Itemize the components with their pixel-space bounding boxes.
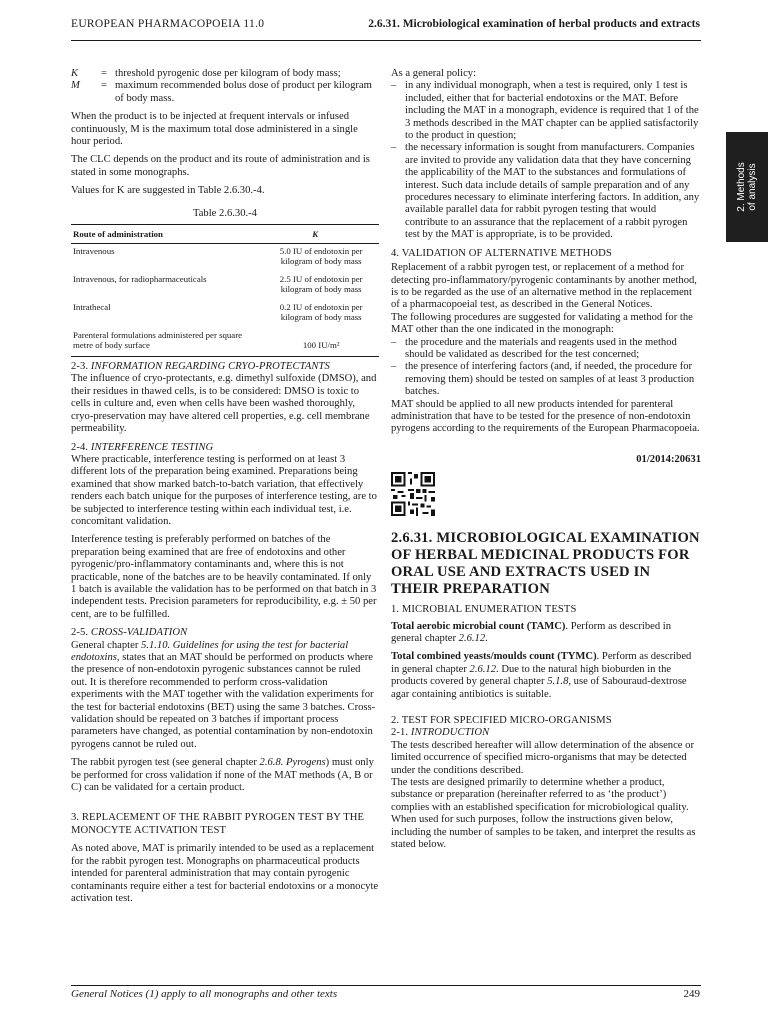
paragraph: Values for K are suggested in Table 2.6.30.-4. — [71, 185, 265, 197]
table-cell-k: 2.5 IU of endotoxin per kilogram of body mass — [279, 274, 363, 295]
section-heading-2-1: 2-1. INTRODUCTION — [391, 727, 490, 739]
left-column — [71, 68, 379, 911]
monograph-reference: 01/2014:20631 — [636, 453, 701, 465]
paragraph: The following procedures are suggested for validating a method for the MAT other than the one indicated in the monograph: — [391, 311, 693, 336]
running-header-right — [368, 18, 700, 30]
section-heading-2-3: 2-3. INFORMATION REGARDING CRYO-PROTECTANTS — [71, 361, 330, 373]
table-cell-k: 100 IU/m² — [251, 328, 379, 357]
table-cell-route: Parenteral formulations administered per square metre of body surface — [71, 328, 251, 357]
paragraph: Total aerobic microbial count (TAMC). Perform as described in general chapter 2.6.12. — [391, 620, 672, 644]
table-header-route: Route of administration — [71, 225, 251, 244]
list-item: – in any individual monograph, when a test is required, only 1 test is included, either that for bacterial endotoxins or the MAT. Before including the MAT in a monograph, evidence is required that 1 of the 3 methods described in the MAT chapter can be applied satisfactorily to the product in question; — [391, 80, 699, 142]
section-heading-2-5: 2-5. CROSS-VALIDATION — [71, 627, 188, 639]
table-row — [71, 328, 379, 357]
section-thumb-tab — [726, 132, 768, 242]
page-number: 249 — [683, 988, 700, 1000]
paragraph: As a general policy: — [391, 68, 477, 79]
paragraph: The tests are designed primarily to determine whether a product, substance or preparation (hereinafter referred to as ‘the product’) complies with an established specification for microbiological quality. When used for such purposes, follow the instructions given below, including the number of samples to be taken, and interpret the results as stated below. — [391, 777, 696, 851]
footer-rule — [71, 985, 701, 986]
table-cell-route: Intravenous — [73, 246, 115, 257]
table-row — [71, 244, 379, 273]
paragraph: When the product is to be injected at frequent intervals or infused continuously, M is the maximum total dose administered in a single hour period. — [71, 111, 358, 148]
paragraph: The influence of cryo-protectants, e.g. dimethyl sulfoxide (DMSO), and their residues in thawed cells, is to be considered: DMSO is toxic to cells in culture and, even when cells have been washed thoroughly, cryo-preservation may have altered cell properties, e.g. cell membrane permeability. — [71, 373, 377, 435]
list-item: – the presence of interfering factors (and, if needed, the procedure for removing them) should be tested on samples of at least 3 production batches. — [391, 361, 695, 398]
equals-sign: = — [101, 68, 107, 79]
section-heading-4: 4. VALIDATION OF ALTERNATIVE METHODS — [391, 247, 612, 259]
paragraph: MAT should be applied to all new products intended for parenteral administration that have to be tested for the presence of non-endotoxin pyrogens according to the requirements of the European Pharmacopoeia. — [391, 398, 700, 435]
paragraph: Total combined yeasts/moulds count (TYMC). Perform as described in general chapter 2.6.12. Due to the natural high bioburden in the products covered by general chapter 5.1.8, use of Sabouraud-dextrose agar containing antibiotics is suitable. — [391, 651, 692, 700]
table-header-k: K — [251, 225, 379, 244]
equals-sign: = — [101, 80, 107, 92]
list-item: – the necessary information is sought from manufacturers. Companies are invited to provide any validation data that they have concerning the applicability of the MAT to the substances and formulations of interest. Such data include details of sample preparation and of any procedures necessary to eliminate interfering factors. In addition, any available parallel data for rabbit pyrogen testing that would contribute to an assurance that the replacement of a rabbit pyrogen test by the MAT is appropriate, is to be provided. — [391, 142, 700, 241]
definition-k — [71, 68, 379, 80]
table-cell-k: 0.2 IU of endotoxin per kilogram of body mass — [279, 302, 363, 323]
header-rule — [71, 40, 701, 41]
paragraph: General chapter 5.1.10. Guidelines for using the test for bacterial endotoxins, states that an MAT should be performed on products where the presence of non-endotoxin pyrogenic substances cannot be ruled out. It is therefore recommended to perform cross-validation experiments with the MAT together with the validation experiments for the test for bacterial endotoxins (BET) using the same 3 batches. Cross-validation should be repeated on 3 batches if important process parameters have changed, as potential contamination by non-endotoxin pyrogens cannot be ruled out. — [71, 639, 376, 750]
symbol-k: K — [71, 68, 79, 79]
section-thumb-label: 2. Methods of analysis — [736, 162, 758, 212]
qr-code-icon — [391, 472, 435, 516]
paragraph: Interference testing is preferably performed on batches of the preparation being examined that are free of endotoxins and other pyrogenic/pro-inflammatory contaminants and, where this is not practicable, none of the batches are to be heavily contaminated. If only 1 batch is available the validation has to be performed on that batch in 3 independent tests. Precision parameters for reproducibility, e.g. ± 50 per cent, are to be fulfilled. — [71, 534, 377, 620]
definition-m — [71, 80, 379, 105]
table-row — [71, 300, 379, 328]
section-heading-1: 1. MICROBIAL ENUMERATION TESTS — [391, 604, 577, 616]
running-header-left: EUROPEAN PHARMACOPOEIA 11.0 — [71, 18, 265, 30]
paragraph: The rabbit pyrogen test (see general chapter 2.6.8. Pyrogens) must only be performed for cross validation if none of the MAT methods (A, B or C) can be validated for a certain product. — [71, 757, 374, 794]
table-header-row — [71, 225, 379, 244]
table-row — [71, 272, 379, 300]
footer-note: General Notices (1) apply to all monographs and other texts — [71, 988, 338, 1000]
paragraph: Replacement of a rabbit pyrogen test, or replacement of a method for detecting pro-inflammatory/pyrogenic contaminants by another method, is to be regarded as the use of an alternative method in the replacement of a pharmacopoeial test, as described in the General Notices. — [391, 262, 697, 311]
header-chapter-title: Microbiological examination of herbal products and extracts — [402, 18, 700, 30]
table-caption: Table 2.6.30.-4 — [193, 207, 257, 219]
section-heading-3: 3. REPLACEMENT OF THE RABBIT PYROGEN TEST BY THE MONOCYTE ACTIVATION TEST — [71, 812, 365, 836]
section-heading-2: 2. TEST FOR SPECIFIED MICRO-ORGANISMS — [391, 715, 612, 727]
section-heading-2-4: 2-4. INTERFERENCE TESTING — [71, 441, 214, 453]
definition-m-text: maximum recommended bolus dose of product per kilogram of body mass. — [115, 80, 372, 104]
list-item: – the procedure and the materials and reagents used in the method should be validated as described for the test concerned; — [391, 336, 677, 360]
monograph-title: 2.6.31. MICROBIOLOGICAL EXAMINATION OF HERBAL MEDICINAL PRODUCTS FOR ORAL USE AND EXTRACTS USED IN THEIR PREPARATION — [391, 530, 700, 598]
table-cell-k: 5.0 IU of endotoxin per kilogram of body mass — [279, 246, 363, 267]
symbol-m: M — [71, 80, 80, 92]
table-cell-route: Intrathecal — [73, 302, 111, 313]
k-values-table — [71, 224, 379, 357]
paragraph: Where practicable, interference testing is performed on at least 3 different lots of the preparation being examined. Preparations being examined that show marked batch-to-batch variation, that effectively renders each batch unique for the purposes of interference testing, are to be subjected to interference testing within each individual test, i.e. concomitant validation. — [71, 453, 377, 527]
header-chapter-number: 2.6.31. — [368, 18, 400, 30]
paragraph: The CLC depends on the product and its route of administration and is stated in some monographs. — [71, 154, 370, 178]
paragraph: As noted above, MAT is primarily intended to be used as a replacement for the rabbit pyrogen test. Monographs on pharmaceutical products intended for parenteral administration that may contain pyrogenic contaminants require either a test for bacterial endotoxins or a monocyte activation test. — [71, 843, 379, 904]
paragraph: The tests described hereafter will allow determination of the absence or limited occurrence of specified micro-organisms that may be detected under the conditions described. — [391, 739, 694, 776]
table-cell-route: Intravenous, for radiopharmaceuticals — [73, 274, 207, 285]
right-column — [391, 68, 701, 858]
definition-k-text: threshold pyrogenic dose per kilogram of body mass; — [115, 68, 341, 79]
